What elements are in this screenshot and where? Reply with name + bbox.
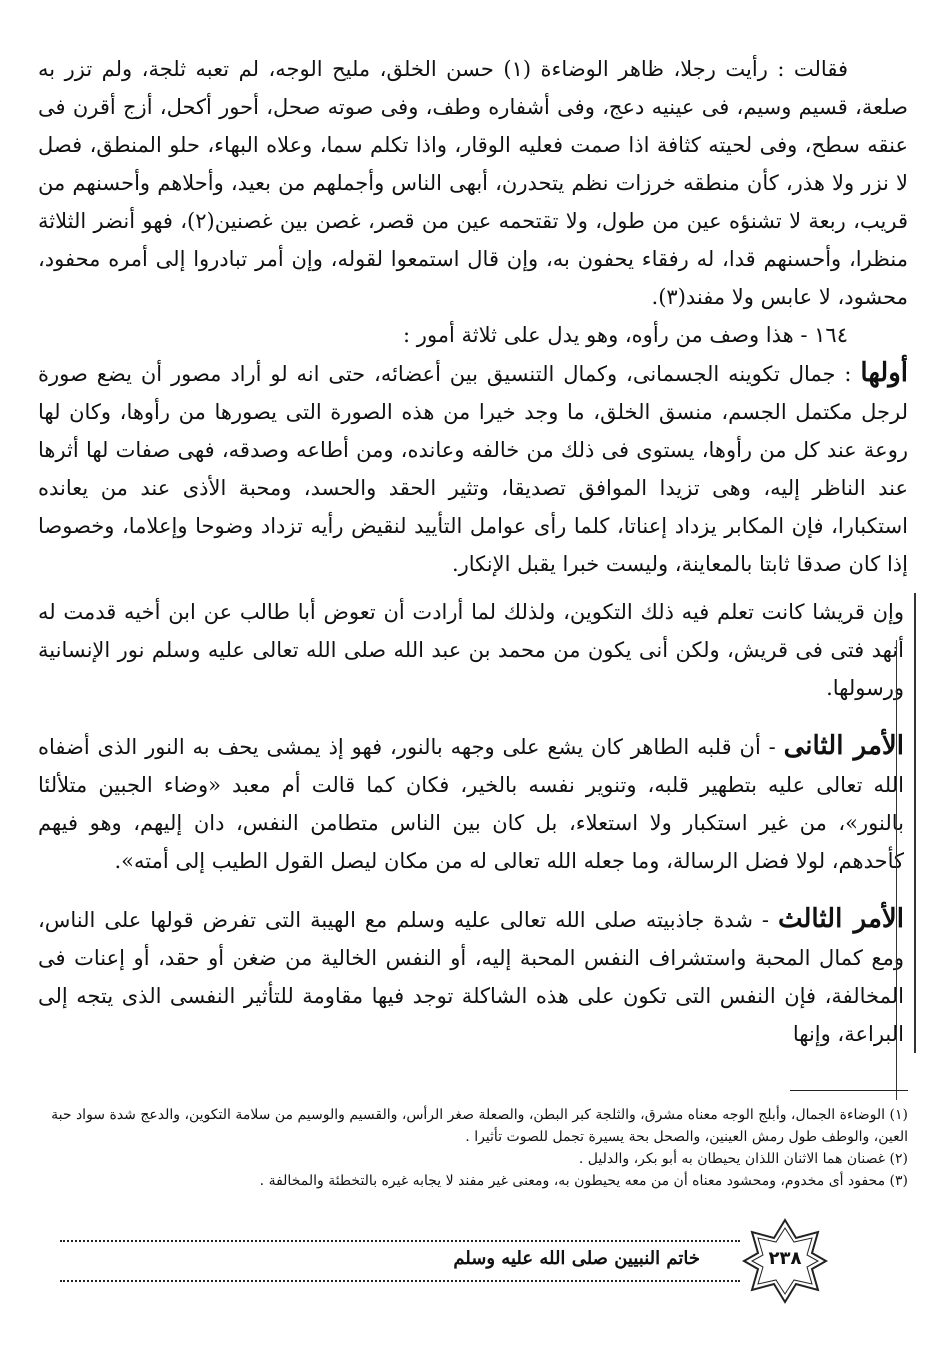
footnote-3: (٣) محفود أى مخدوم، ومحشود معناه أن من معه يحيطون به، ومعنى غير مفند لا يجابه غيره بالتخطئة والمخالفة . [259, 1173, 908, 1189]
page-number: ٢٣٨ [768, 1248, 802, 1269]
paragraph-quraysh [38, 593, 904, 707]
paragraph-section-164: ١٦٤ - هذا وصف من رأوه، وهو يدل على ثلاثة أمور : [403, 323, 848, 347]
paragraph-first-matter [38, 354, 908, 583]
second-matter-heading: الأمر الثانى [783, 731, 904, 761]
paragraph-third-matter [38, 900, 904, 1053]
page-number-badge [742, 1218, 828, 1304]
paragraph-second-matter [38, 727, 904, 880]
paragraph-description: فقالت : رأيت رجلا، ظاهر الوضاءة (١) حسن الخلق، مليح الوجه، لم تعبه ثلجة، ولم تزر به صلعة، قسيم وسيم، فى عينيه دعج، وفى أشفاره وطف، وفى صوته صحل، أحور أكحل، أزج أقرن فى عنقه سطح، وفى لحيته كثافة اذا صمت فعليه الوقار، واذا تكلم سما، وعلاه البهاء، حلو المنطق، فصل لا نزر ولا هذر، كأن منطقه خرزات نظم يتحدرن، أبهى الناس وأجملهم من بعيد، وأحلاهم وأحسنهم من قريب، ربعة لا تشنؤه عين من طول، ولا تقتحمه عين من قصر، غصن بين غصنين(٢)، فهو أنضر الثلاثة منظرا، وأحسنهم قدا، له رفقاء يحفون به، وإن قال استمعوا لقوله، وإن أمر تبادروا إلى أمره محفود، محشود، لا عابس ولا مفند(٣). [38, 57, 908, 309]
footnotes [38, 1104, 908, 1192]
footnote-2: (٢) غصنان هما الاثنان اللذان يحيطان به أبو بكر، والدليل . [578, 1151, 908, 1167]
quraysh-text: وإن قريشا كانت تعلم فيه ذلك التكوين، ولذلك لما أرادت أن تعوض أبا طالب عن ابن أخيه قدمت له أنهد فتى فى قريش، ولكن أنى يكون من محمد بن عبد الله صلى الله تعالى عليه وسلم نور الإنسانية ورسولها. [38, 600, 904, 700]
framed-section [38, 593, 916, 1053]
page-body [38, 50, 908, 1053]
book-title: خاتم النبيين صلى الله عليه وسلم [453, 1248, 700, 1269]
first-matter-heading: أولها [860, 358, 908, 388]
third-matter-text: - شدة جاذبيته صلى الله تعالى عليه وسلم مع الهيبة التى تفرض قولها على الناس، ومع كمال المحبة واستشراف النفس المحبة إليه، أو النفس الخالية من ضغن أو حقد، أو إعنات فى المخالفة، فإن النفس التى تكون على هذه الشاكلة توجد فيها مقاومة للتأثير النفسى الذى يتجه إلى البراعة، وإنها [38, 908, 904, 1046]
margin-rule [896, 640, 897, 1100]
page-footer [60, 1240, 850, 1290]
footnote-separator [790, 1090, 908, 1091]
footnote-1: (١) الوضاءة الجمال، وأبلج الوجه معناه مشرق، والثلجة كبر البطن، والصعلة صغر الرأس، والقسيم والوسيم من سلامة التكوين، والدعج شدة سواد حبة العين، والوطف طول رمش العينين، والصحل بحة يسيرة تجمل للصوت تأثيرا . [51, 1107, 908, 1145]
first-matter-text: : جمال تكوينه الجسمانى، وكمال التنسيق بين أعضائه، حتى انه لو أراد مصور أن يضع صورة لرجل مكتمل الجسم، منسق الخلق، ما وجد خيرا من هذه الصورة التى يصورها من رأوها، وكان لها روعة عند كل من رأوها، يستوى فى ذلك من خالفه وعانده، ومن أطاعه وصدقه، فهى صفات لها أثرها عند الناظر إليه، وهى تزيدا الموافق تصديقا، وتثير الحقد والحسد، ومحبة الأذى عند من يعانده استكبارا، فإن المكابر يزداد إعناتا، كلما رأى عوامل التأييد لنقيض رأيه تزداد وضوحا وإعلاما، وخصوصا إذا كان صدقا ثابتا بالمعاينة، وليست خبرا يقبل الإنكار. [38, 362, 908, 576]
footer-dotted-line-top [60, 1240, 740, 1242]
third-matter-heading: الأمر الثالث [777, 904, 904, 934]
footer-dotted-line-bottom [60, 1280, 740, 1282]
second-matter-text: - أن قلبه الطاهر كان يشع على وجهه بالنور، فهو إذ يمشى يحف به النور الذى أضفاه الله تعالى عليه بتطهير قلبه، وتنوير نفسه بالخير، فكان كما قالت أم معبد «وضاء الجبين متلألئا بالنور»، من غير استكبار ولا استعلاء، بل كان بين الناس متطامن النفس، دان إليهم، وهو فيهم كأحدهم، لولا فضل الرسالة، وما جعله الله تعالى له من مكان ليصل القول الطيب إلى أمته». [38, 735, 904, 873]
